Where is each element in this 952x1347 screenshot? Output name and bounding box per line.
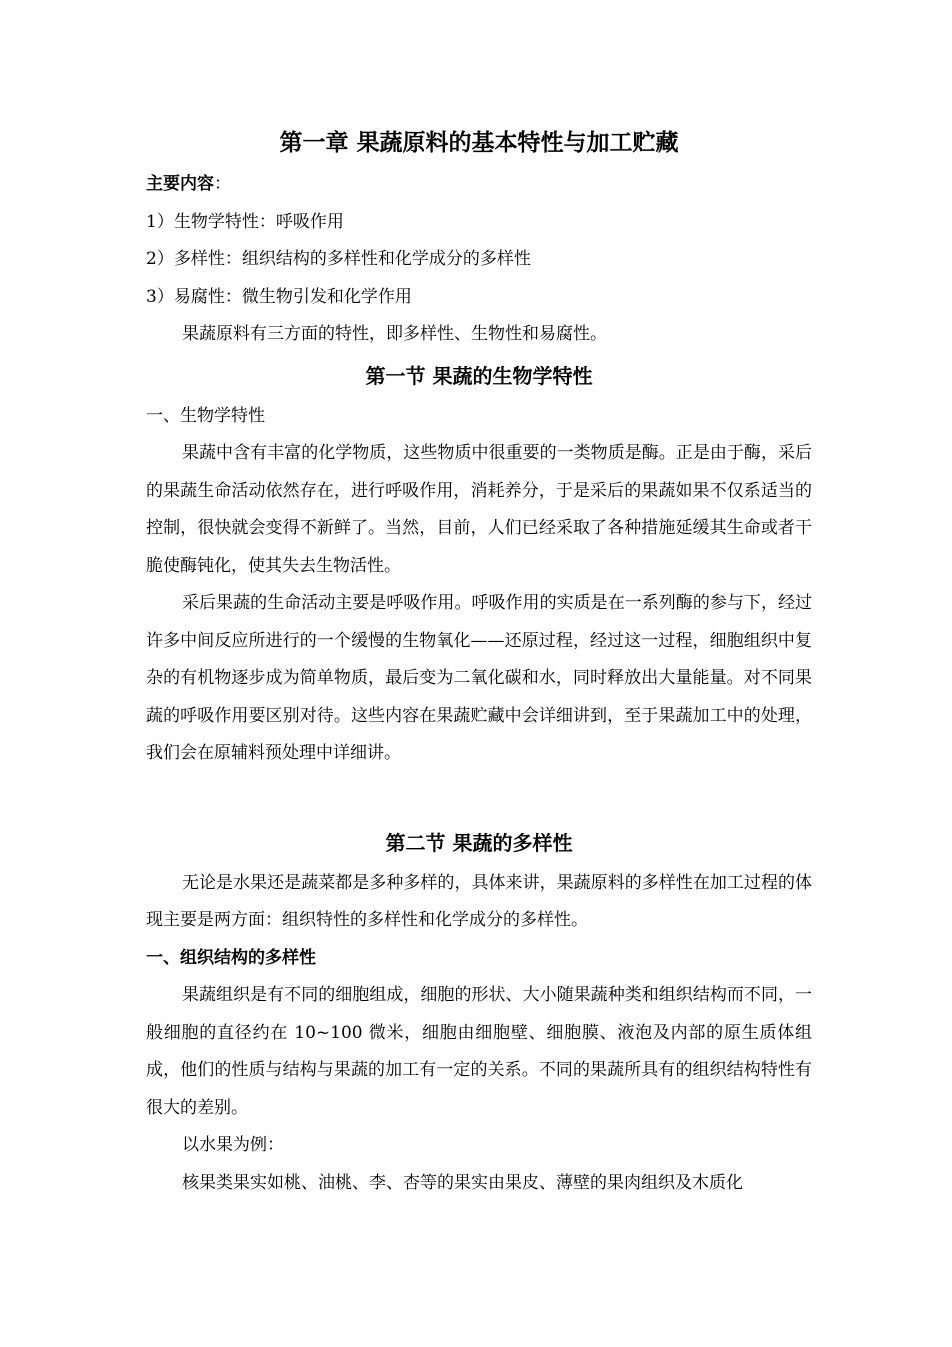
section2-paragraph-1: 果蔬组织是有不同的细胞组成，细胞的形状、大小随果蔬种类和组织结构而不同，一般细胞的直径约在 10~100 微米，细胞由细胞壁、细胞膜、液泡及内部的原生质体组成，他们的性质与结构与果蔬的加工有一定的关系。不同的果蔬所具有的组织结构特性有很大的差别。 bbox=[146, 985, 812, 1118]
content-item-1: 1）生物学特性：呼吸作用 bbox=[146, 211, 344, 232]
section1-paragraph-2: 采后果蔬的生命活动主要是呼吸作用。呼吸作用的实质是在一系列酶的参与下，经过许多中间反应所进行的一个缓慢的生物氧化——还原过程，经过这一过程，细胞组织中复杂的有机物逐步成为简单物质，最后变为二氧化碳和水，同时释放出大量能量。对不同果蔬的呼吸作用要区别对待。这些内容在果蔬贮藏中会详细讲到，至于果蔬加工中的处理，我们会在原辅料预处理中详细讲。 bbox=[146, 593, 812, 763]
chapter-intro: 果蔬原料有三方面的特性，即多样性、生物性和易腐性。 bbox=[182, 324, 607, 344]
main-content-label: 主要内容 bbox=[146, 174, 214, 194]
section2-subheading: 一、组织结构的多样性 bbox=[146, 947, 316, 968]
main-content-heading bbox=[146, 166, 812, 204]
section2-paragraph-2: 以水果为例： bbox=[182, 1135, 284, 1155]
section2-paragraph-3: 核果类果实如桃、油桃、李、杏等的果实由果皮、薄壁的果肉组织及木质化 bbox=[182, 1172, 743, 1193]
section1-title: 第一节 果蔬的生物学特性 bbox=[365, 363, 593, 388]
content-item-3: 3）易腐性：微生物引发和化学作用 bbox=[146, 286, 412, 307]
section-spacer bbox=[146, 773, 812, 821]
section1-subheading: 一、生物学特性 bbox=[146, 405, 265, 426]
chapter-title: 第一章 果蔬原料的基本特性与加工贮藏 bbox=[279, 129, 679, 156]
section1-paragraph-1: 果蔬中含有丰富的化学物质，这些物质中很重要的一类物质是酶。正是由于酶，采后的果蔬生命活动依然存在，进行呼吸作用，消耗养分，于是采后的果蔬如果不仅系适当的控制，很快就会变得不新鲜了。当然，目前，人们已经采取了各种措施延缓其生命或者干脆使酶钝化，使其失去生物活性。 bbox=[146, 443, 812, 576]
section2-title: 第二节 果蔬的多样性 bbox=[385, 830, 573, 855]
section2-intro: 无论是水果还是蔬菜都是多种多样的，具体来讲，果蔬原料的多样性在加工过程的体现主要是两方面：组织特性的多样性和化学成分的多样性。 bbox=[146, 872, 812, 930]
content-item-2: 2）多样性：组织结构的多样性和化学成分的多样性 bbox=[146, 249, 531, 269]
main-content-colon: ： bbox=[214, 174, 231, 194]
document-content bbox=[146, 120, 812, 1202]
